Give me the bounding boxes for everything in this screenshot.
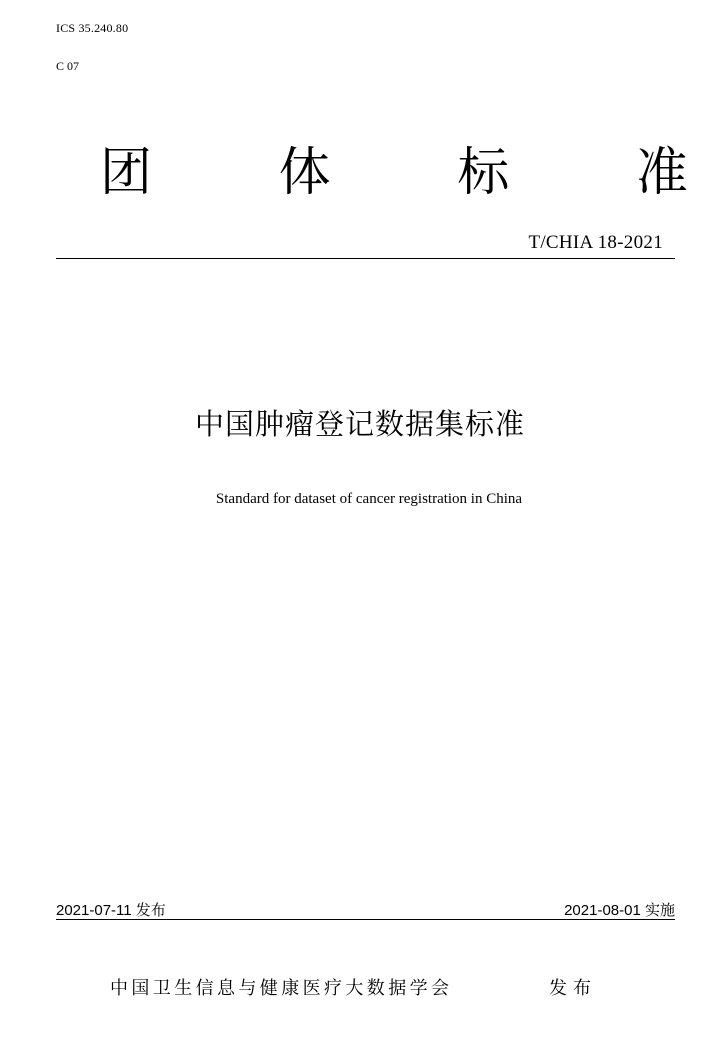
chinese-title: 中国肿瘤登记数据集标准 bbox=[194, 407, 525, 441]
implementation-date: 2021-08-01 实施 bbox=[564, 902, 675, 919]
ccs-code: C 07 bbox=[56, 59, 80, 73]
standard-number: T/CHIA 18-2021 bbox=[528, 232, 663, 253]
ics-code: ICS 35.240.80 bbox=[56, 21, 129, 35]
category-char-4: 准 bbox=[635, 143, 688, 203]
category-char-2: 体 bbox=[278, 143, 331, 203]
publisher-name: 中国卫生信息与健康医疗大数据学会 bbox=[110, 978, 453, 999]
publisher-action: 发布 bbox=[549, 978, 597, 999]
issue-date: 2021-07-11 发布 bbox=[56, 902, 166, 919]
category-char-3: 标 bbox=[457, 143, 510, 203]
header-divider bbox=[56, 258, 675, 259]
category-char-1: 团 bbox=[100, 143, 153, 203]
english-title: Standard for dataset of cancer registration in China bbox=[215, 491, 523, 507]
footer-divider bbox=[56, 919, 675, 920]
standard-category-heading bbox=[100, 138, 688, 208]
